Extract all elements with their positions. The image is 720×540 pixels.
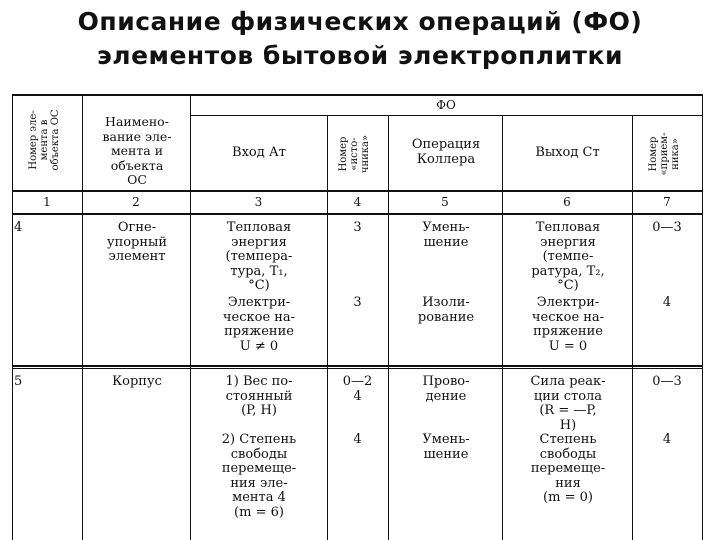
header-input: Вход Ат bbox=[232, 145, 286, 160]
header-element-name: Наимено- вание эле- мента и объекта ОС bbox=[102, 114, 172, 187]
col-number-6: 6 bbox=[563, 195, 571, 209]
numbers-bottom-rule bbox=[12, 213, 702, 215]
col-divider-5 bbox=[502, 115, 503, 540]
row-4-name: Огне- упорный элемент bbox=[106, 220, 168, 264]
table-top-border bbox=[12, 94, 702, 96]
row-5b-output: Степень свободы перемеще- ния (m = 0) bbox=[530, 432, 606, 505]
table-left-border bbox=[12, 94, 13, 540]
table-right-border bbox=[702, 94, 703, 540]
col-divider-3 bbox=[327, 115, 328, 540]
col-number-5: 5 bbox=[441, 195, 449, 209]
header-element-number: Номер эле- мента в объекта ОС bbox=[28, 109, 61, 171]
col-number-2: 2 bbox=[132, 195, 140, 209]
document-title-line2: элементов бытовой электроплитки bbox=[96, 41, 624, 70]
header-fo: ФО bbox=[436, 98, 456, 112]
row-4a-input: Тепловая энергия (темпера- тура, T₁, °С) bbox=[225, 220, 293, 293]
col-number-4: 4 bbox=[353, 195, 362, 209]
row-4b-output: Электри- ческое на- пряжение U = 0 bbox=[531, 295, 605, 354]
row-4b-operation: Изоли- рование bbox=[417, 295, 475, 325]
row-5-number: 5 bbox=[14, 374, 23, 389]
row-4b-source: 3 bbox=[353, 295, 362, 310]
row-5a-input: 1) Вес по- стоянный (P, H) bbox=[225, 374, 293, 418]
row-5a-operation: Прово- дение bbox=[422, 374, 470, 404]
header-output: Выход Ст bbox=[535, 145, 600, 160]
row-5a-output: Сила реак- ции стола (R = —P, H) bbox=[530, 374, 606, 433]
row-4a-receiver: 0—3 bbox=[652, 220, 682, 235]
row-4b-receiver: 4 bbox=[662, 295, 672, 310]
row-5a-receiver: 0—3 bbox=[652, 374, 682, 389]
header-receiver-number: Номер «прием- ника» bbox=[648, 132, 681, 176]
col-divider-4 bbox=[388, 115, 389, 540]
row-4a-output: Тепловая энергия (темпе- ратура, T₂, °С) bbox=[531, 220, 605, 293]
row-4a-source: 3 bbox=[353, 220, 362, 235]
col-divider-2 bbox=[190, 94, 191, 540]
row-5-name: Корпус bbox=[112, 374, 162, 389]
row-4-number: 4 bbox=[14, 220, 23, 235]
row-5b-input: 2) Степень свободы перемеще- ния эле- мента 4 (m = 6) bbox=[221, 432, 297, 520]
col-divider-6 bbox=[632, 115, 633, 540]
row-separator-2 bbox=[12, 368, 702, 369]
row-4a-operation: Умень- шение bbox=[422, 220, 470, 250]
header-operation: Операция Коллера bbox=[411, 137, 481, 167]
col-number-7: 7 bbox=[663, 195, 671, 209]
row-separator bbox=[12, 365, 702, 367]
col-number-1: 1 bbox=[43, 195, 51, 209]
row-5b-receiver: 4 bbox=[662, 432, 672, 447]
col-divider-1 bbox=[82, 94, 83, 540]
row-4b-input: Электри- ческое на- пряжение U ≠ 0 bbox=[222, 295, 296, 354]
fo-header-rule bbox=[190, 115, 702, 116]
document-title-line1: Описание физических операций (ФО) bbox=[77, 7, 643, 36]
row-5b-operation: Умень- шение bbox=[422, 432, 470, 462]
row-5a-source: 0—2 4 bbox=[342, 374, 373, 404]
header-source-number: Номер «исто- чника» bbox=[338, 134, 371, 174]
col-number-3: 3 bbox=[254, 195, 263, 209]
row-5b-source: 4 bbox=[353, 432, 362, 447]
